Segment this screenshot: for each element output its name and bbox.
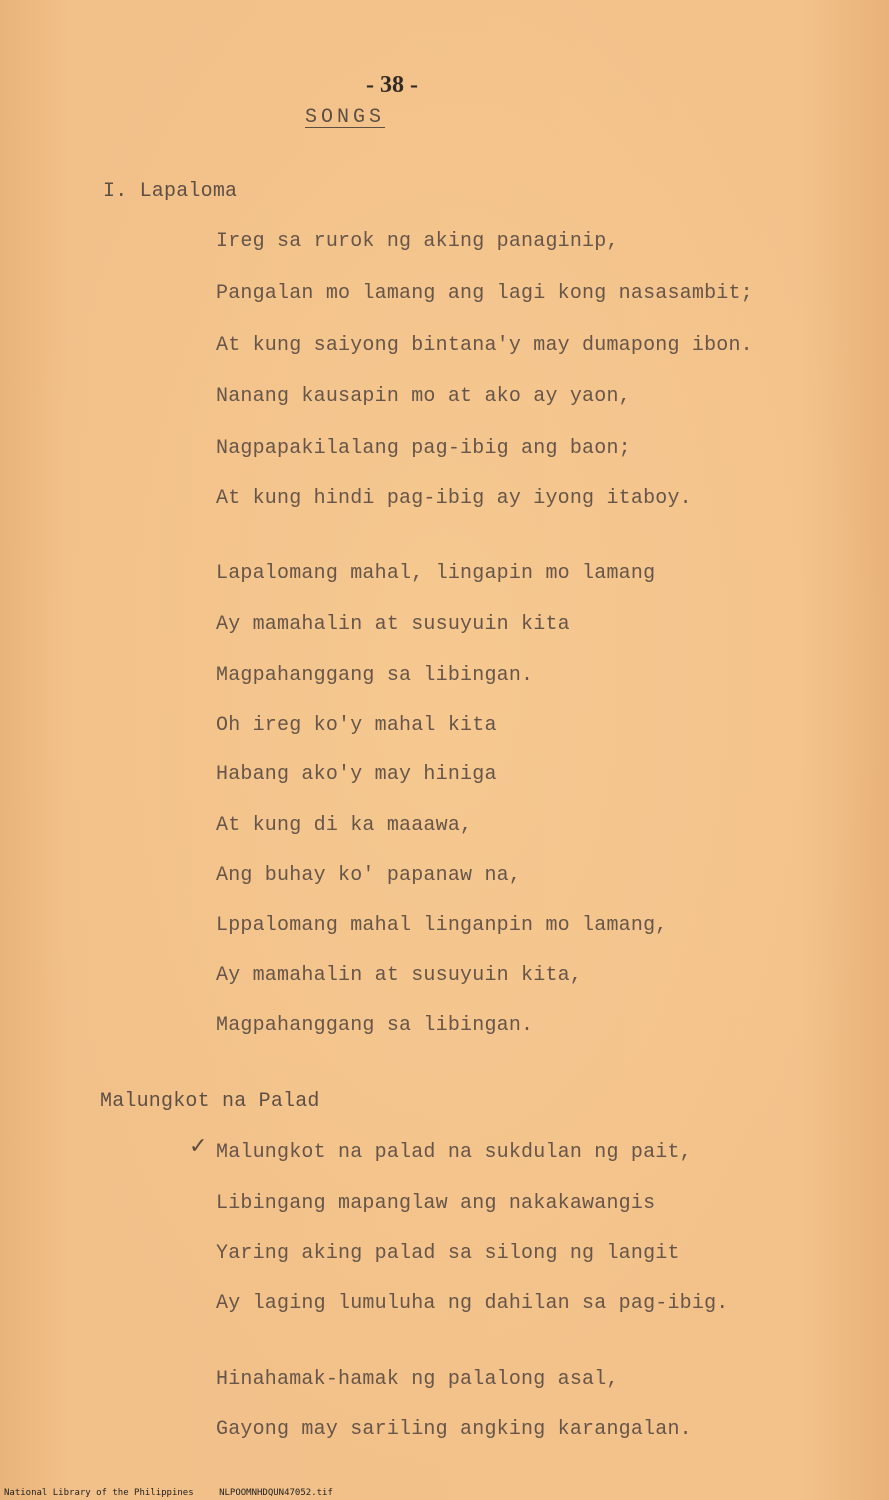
- verse-line: Gayong may sariling angking karangalan.: [216, 1418, 692, 1441]
- footer-library: National Library of the Philippines: [4, 1488, 194, 1498]
- page-number: - 38 -: [366, 72, 418, 98]
- verse-line: Ay mamahalin at susuyuin kita: [216, 613, 570, 636]
- verse-line: Ang buhay ko' papanaw na,: [216, 864, 522, 887]
- section-heading-malungkot-na-palad: Malungkot na Palad: [100, 1090, 320, 1113]
- verse-line: At kung di ka maaawa,: [216, 814, 473, 837]
- section-heading-lapaloma: I. Lapaloma: [103, 180, 238, 203]
- verse-line: Ay laging lumuluha ng dahilan sa pag-ibig.: [216, 1292, 729, 1315]
- verse-line: Lapalomang mahal, lingapin mo lamang: [216, 562, 656, 585]
- verse-line: Malungkot na palad na sukdulan ng pait,: [216, 1141, 692, 1164]
- verse-line: Magpahanggang sa libingan.: [216, 1014, 534, 1037]
- verse-line: At kung hindi pag-ibig ay iyong itaboy.: [216, 487, 692, 510]
- verse-line: Lppalomang mahal linganpin mo lamang,: [216, 914, 668, 937]
- bleed-through-text: [240, 135, 252, 158]
- verse-line: Yaring aking palad sa silong ng langit: [216, 1242, 680, 1265]
- scan-footer: [4, 1488, 353, 1498]
- verse-line: Magpahanggang sa libingan.: [216, 664, 534, 687]
- footer-file: NLPOOMNHDQUN47052.tif: [219, 1488, 333, 1498]
- verse-line: Nanang kausapin mo at ako ay yaon,: [216, 385, 631, 408]
- verse-line: Hinahamak-hamak ng palalong asal,: [216, 1368, 619, 1391]
- verse-line: Pangalan mo lamang ang lagi kong nasasambit;: [216, 282, 753, 305]
- verse-line: Nagpapakilalang pag-ibig ang baon;: [216, 437, 631, 460]
- verse-line: Ay mamahalin at susuyuin kita,: [216, 964, 583, 987]
- checkmark-icon: ✓: [189, 1134, 208, 1159]
- verse-line: Libingang mapanglaw ang nakakawangis: [216, 1192, 656, 1215]
- page-title: SONGS: [305, 106, 386, 129]
- verse-line: Habang ako'y may hiniga: [216, 763, 497, 786]
- verse-line: Ireg sa rurok ng aking panaginip,: [216, 230, 619, 253]
- verse-line: Oh ireg ko'y mahal kita: [216, 714, 497, 737]
- verse-line: At kung saiyong bintana'y may dumapong ibon.: [216, 334, 753, 357]
